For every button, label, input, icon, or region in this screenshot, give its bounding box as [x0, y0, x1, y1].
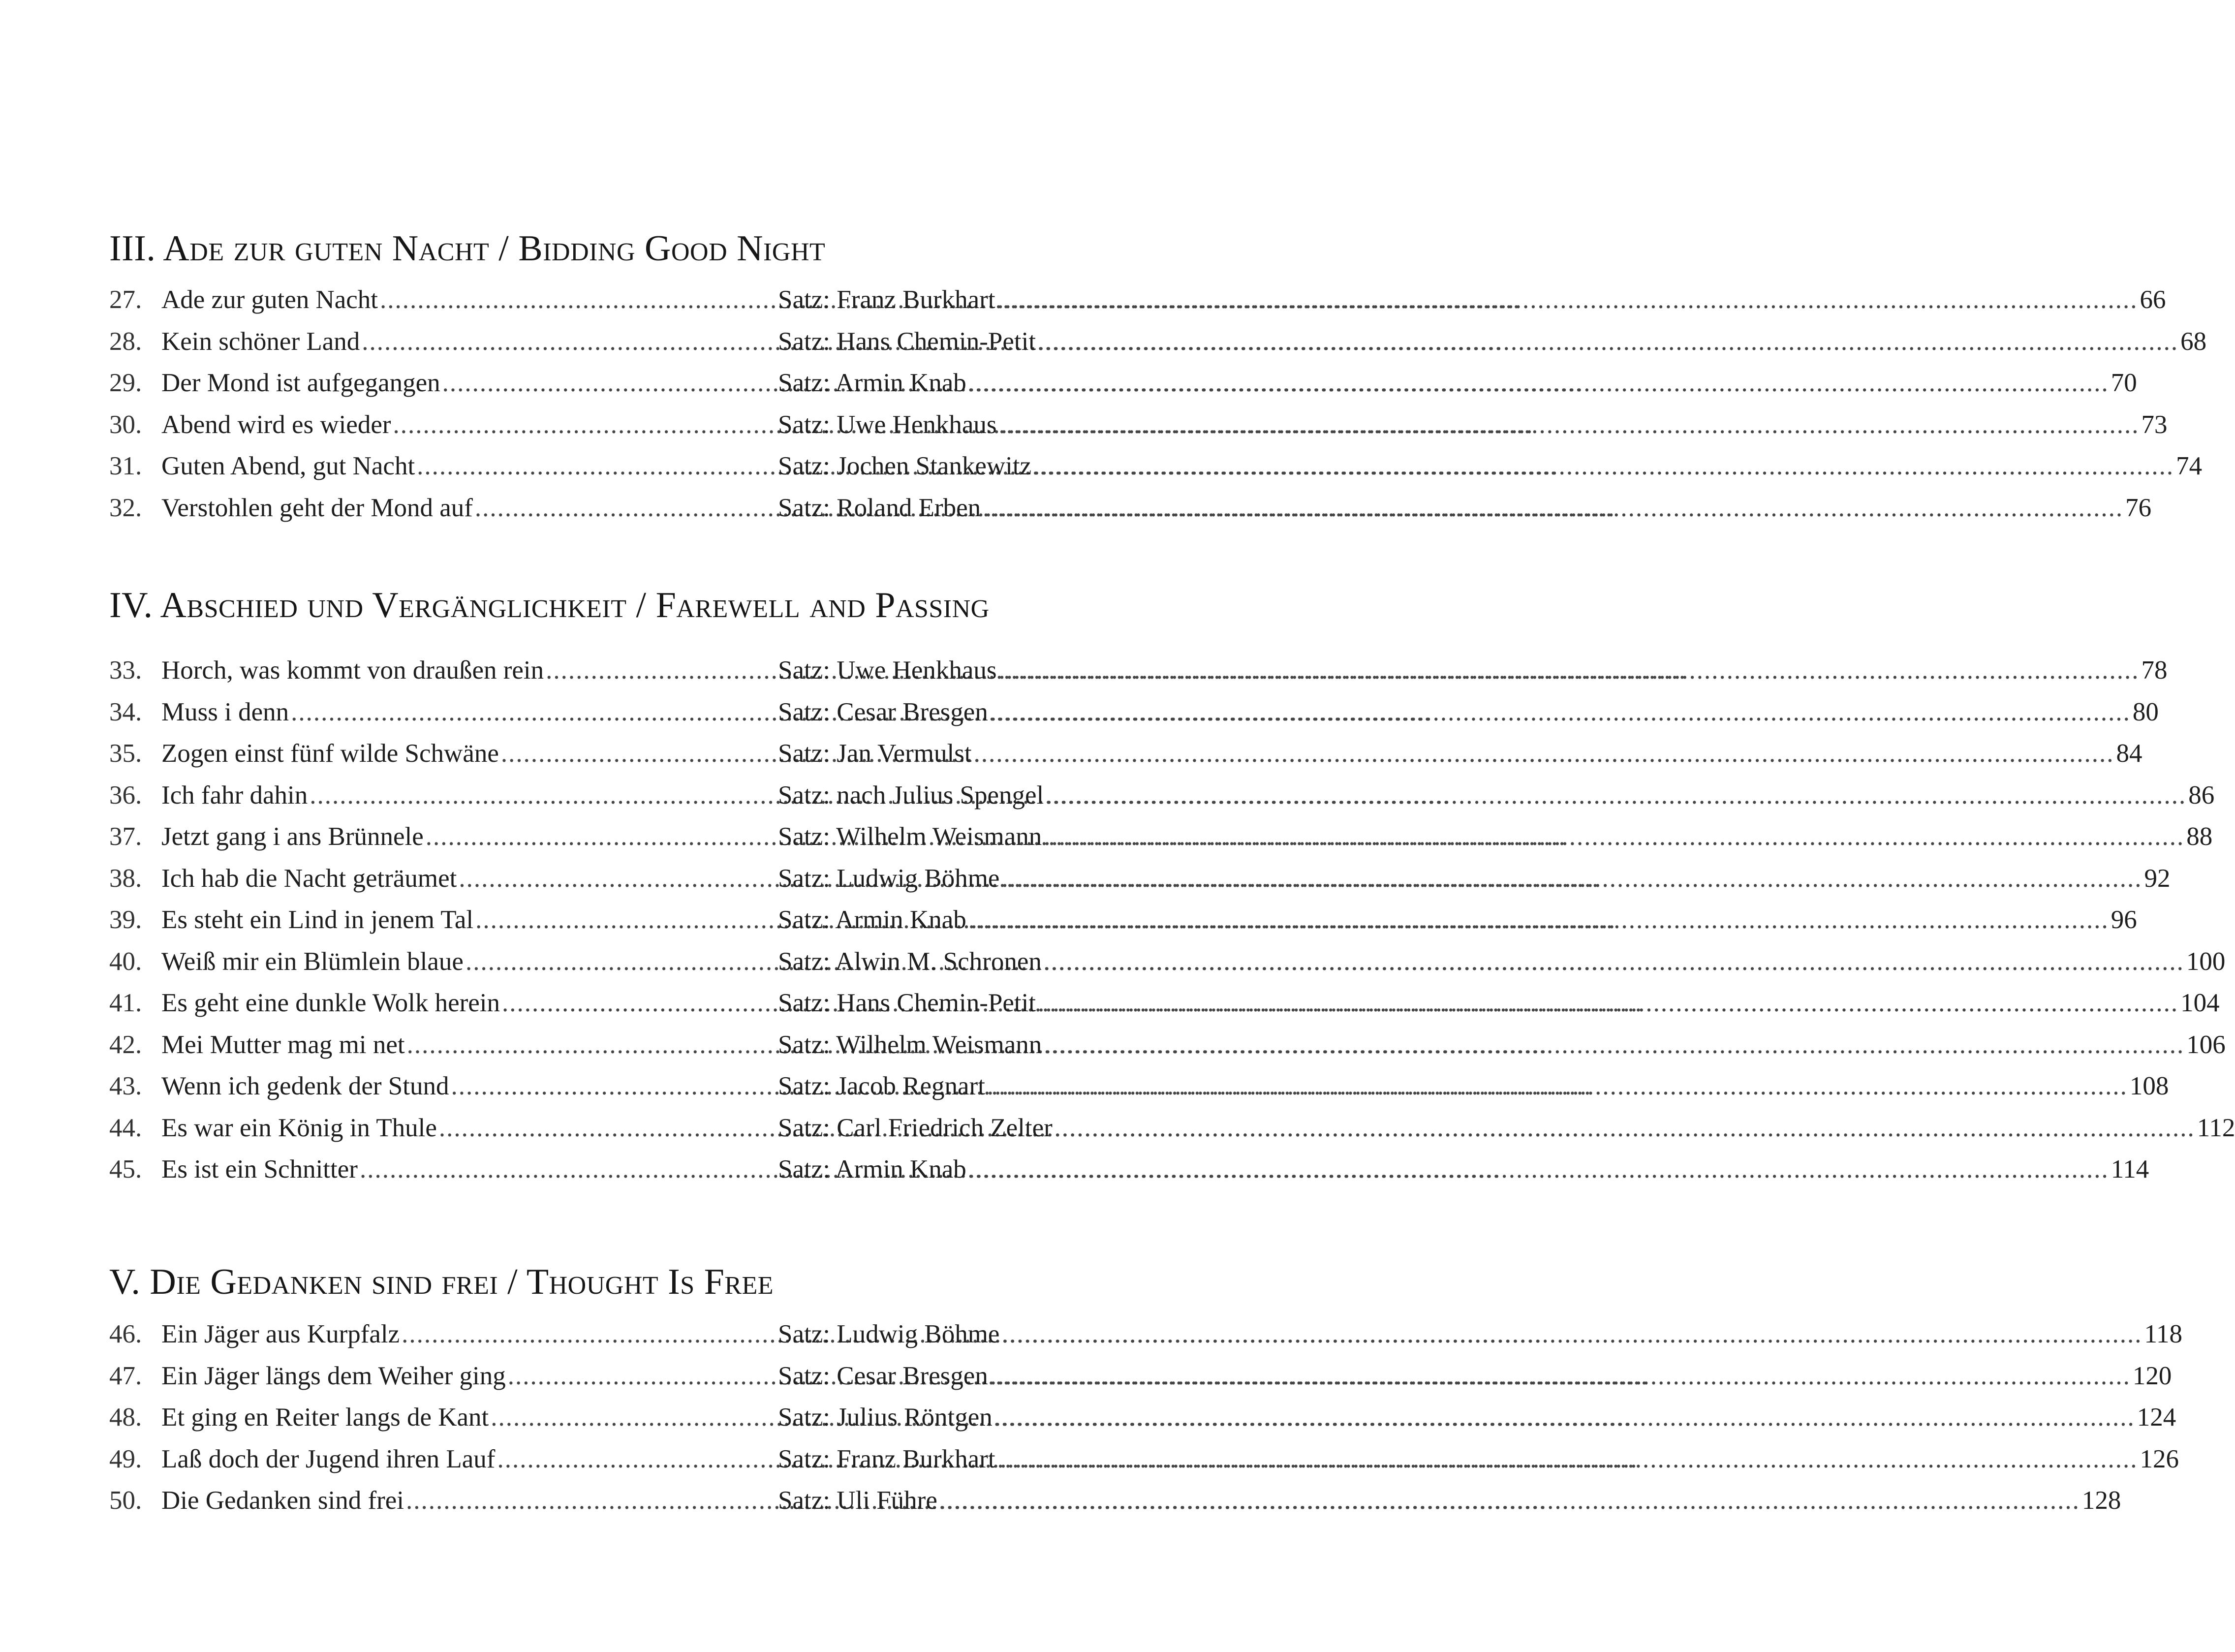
dot-leader: [997, 404, 2142, 446]
dot-leader: [424, 816, 778, 858]
entry-title: Muss i denn: [161, 697, 289, 726]
entry-number: 46.: [109, 1320, 142, 1348]
entry-arranger: Satz: Jacob Regnart: [778, 1072, 985, 1100]
entry-title-group: [161, 816, 778, 858]
entry-credit-group: [778, 1065, 2169, 1107]
entry-credit-group: [778, 1313, 2182, 1355]
entry-list: [109, 1313, 2182, 1522]
section-heading: III. Ade zur guten Nacht / Bidding Good Night: [109, 228, 826, 269]
entry-page-number: 120: [2132, 1361, 2172, 1390]
toc-entry: [109, 816, 2213, 858]
dot-leader: [995, 1438, 2140, 1480]
dot-leader: [966, 362, 2111, 404]
entry-number: 40.: [109, 947, 142, 976]
toc-section-iv: [109, 581, 2235, 1190]
entry-page-number: 108: [2129, 1072, 2169, 1100]
toc-entry: [109, 279, 2166, 321]
entry-page-number: 88: [2186, 822, 2213, 851]
dot-leader: [506, 1355, 778, 1397]
entry-title: Laß doch der Jugend ihren Lauf: [161, 1444, 496, 1473]
entry-credit-group: [778, 1107, 2235, 1149]
toc-entry: [109, 487, 2152, 529]
entry-arranger: Satz: Armin Knab: [778, 1155, 966, 1184]
entry-credit-group: [778, 487, 2151, 529]
toc-entry: [109, 1397, 2176, 1438]
entry-page-number: 74: [2176, 452, 2203, 480]
toc-entry: [109, 733, 2142, 775]
dot-leader: [972, 733, 2116, 775]
entry-arranger: Satz: Wilhelm Weismann: [778, 1030, 1042, 1059]
dot-leader: [937, 1480, 2082, 1522]
entry-arranger: Satz: Cesar Bresgen: [778, 697, 988, 726]
dot-leader: [1031, 445, 2176, 487]
toc-entry: [109, 1149, 2149, 1190]
entry-credit-group: [778, 1149, 2149, 1190]
dot-leader: [999, 1313, 2144, 1355]
entry-page-number: 126: [2140, 1444, 2179, 1473]
entry-title: Mei Mutter mag mi net: [161, 1030, 405, 1059]
toc-entry: [109, 445, 2203, 487]
dot-leader: [489, 1397, 778, 1438]
section-heading: IV. Abschied und Vergänglichkeit / Farewell and Passing: [109, 585, 990, 625]
dot-leader: [464, 941, 778, 983]
toc-section-iii: [109, 224, 2207, 529]
entry-title-group: [161, 941, 778, 983]
entry-arranger: Satz: Armin Knab: [778, 905, 966, 934]
entry-title: Es steht ein Lind in jenem Tal: [161, 905, 474, 934]
entry-arranger: Satz: Franz Burkhart: [778, 285, 995, 314]
entry-credit-group: [778, 279, 2166, 321]
entry-number: 48.: [109, 1403, 142, 1432]
entry-title: Abend wird es wieder: [161, 410, 391, 439]
dot-leader: [499, 733, 778, 775]
dot-leader: [1042, 1024, 2186, 1066]
dot-leader: [999, 858, 2144, 900]
toc-entry: [109, 941, 2226, 983]
dot-leader: [391, 404, 778, 446]
toc-entry: [109, 775, 2215, 816]
entry-number: 30.: [109, 410, 142, 439]
entry-page-number: 100: [2186, 947, 2226, 976]
entry-page-number: 96: [2111, 905, 2137, 934]
entry-page-number: 112: [2197, 1113, 2235, 1142]
dot-leader: [449, 1065, 778, 1107]
entry-number: 32.: [109, 493, 142, 522]
entry-arranger: Satz: Hans Chemin-Petit: [778, 989, 1036, 1017]
toc-entry: [109, 404, 2168, 446]
entry-credit-group: [778, 733, 2142, 775]
entry-credit-group: [778, 445, 2202, 487]
entry-credit-group: [778, 899, 2137, 941]
entry-arranger: Satz: Julius Röntgen: [778, 1403, 993, 1432]
entry-number: 45.: [109, 1155, 142, 1184]
entry-title: Horch, was kommt von draußen rein: [161, 656, 544, 685]
entry-number: 41.: [109, 989, 142, 1017]
dot-leader: [993, 1397, 2137, 1438]
dot-leader: [988, 691, 2133, 733]
entry-title-group: [161, 1438, 778, 1480]
entry-page-number: 73: [2141, 410, 2168, 439]
entry-page-number: 84: [2116, 739, 2142, 768]
entry-arranger: Satz: Jan Vermulst: [778, 739, 972, 768]
entry-number: 43.: [109, 1072, 142, 1100]
entry-number: 50.: [109, 1486, 142, 1515]
entry-page-number: 76: [2125, 493, 2152, 522]
dot-leader: [308, 775, 778, 816]
entry-title-group: [161, 1065, 778, 1107]
entry-title-group: [161, 775, 778, 816]
toc-entry: [109, 899, 2137, 941]
entry-title: Ade zur guten Nacht: [161, 285, 378, 314]
toc-entry: [109, 650, 2168, 691]
entry-title: Es geht eine dunkle Wolk herein: [161, 989, 500, 1017]
toc-entry: [109, 362, 2137, 404]
dot-leader: [289, 691, 778, 733]
entry-credit-group: [778, 691, 2159, 733]
dot-leader: [981, 487, 2125, 529]
dot-leader: [1036, 982, 2180, 1024]
dot-leader: [495, 1438, 778, 1480]
entry-title-group: [161, 899, 778, 941]
entry-number: 42.: [109, 1030, 142, 1059]
toc-entry: [109, 1024, 2226, 1066]
entry-number: 47.: [109, 1361, 142, 1390]
entry-page-number: 80: [2132, 697, 2159, 726]
entry-title-group: [161, 733, 778, 775]
entry-arranger: Satz: Uwe Henkhaus: [778, 410, 997, 439]
dot-leader: [500, 982, 778, 1024]
entry-arranger: Satz: Carl Friedrich Zelter: [778, 1113, 1053, 1142]
entry-number: 35.: [109, 739, 142, 768]
entry-page-number: 104: [2180, 989, 2220, 1017]
entry-credit-group: [778, 1480, 2121, 1522]
entry-credit-group: [778, 362, 2137, 404]
dot-leader: [544, 650, 778, 691]
entry-title-group: [161, 1313, 778, 1355]
entry-title: Zogen einst fünf wilde Schwäne: [161, 739, 499, 768]
entry-title: Jetzt gang i ans Brünnele: [161, 822, 424, 851]
toc-entry: [109, 1480, 2121, 1522]
toc-entry: [109, 321, 2207, 363]
entry-page-number: 68: [2180, 327, 2207, 356]
dot-leader: [415, 445, 778, 487]
entry-title: Verstohlen geht der Mond auf: [161, 493, 473, 522]
entry-list: [109, 279, 2207, 529]
entry-arranger: Satz: Uwe Henkhaus: [778, 656, 997, 685]
entry-credit-group: [778, 858, 2170, 900]
entry-title: Ich hab die Nacht geträumet: [161, 864, 457, 893]
entry-page-number: 70: [2111, 369, 2137, 397]
toc-entry: [109, 1355, 2172, 1397]
entry-page-number: 128: [2081, 1486, 2121, 1515]
entry-arranger: Satz: nach Julius Spengel: [778, 780, 1044, 810]
entry-title-group: [161, 487, 778, 529]
entry-title-group: [161, 982, 778, 1024]
entry-credit-group: [778, 1024, 2226, 1066]
entry-arranger: Satz: Hans Chemin-Petit: [778, 327, 1036, 356]
entry-credit-group: [778, 816, 2212, 858]
dot-leader: [966, 899, 2111, 941]
entry-page-number: 86: [2188, 780, 2215, 810]
entry-title-group: [161, 321, 778, 363]
entry-title: Es ist ein Schnitter: [161, 1155, 358, 1184]
entry-credit-group: [778, 1355, 2172, 1397]
entry-number: 28.: [109, 327, 142, 356]
dot-leader: [404, 1480, 778, 1522]
entry-arranger: Satz: Ludwig Böhme: [778, 864, 1000, 893]
dot-leader: [966, 1149, 2111, 1190]
entry-number: 27.: [109, 285, 142, 314]
entry-title: Es war ein König in Thule: [161, 1113, 437, 1142]
entry-number: 39.: [109, 905, 142, 934]
dot-leader: [440, 362, 778, 404]
entry-arranger: Satz: Roland Erben: [778, 493, 981, 522]
entry-number: 37.: [109, 822, 142, 851]
entry-credit-group: [778, 404, 2168, 446]
entry-title-group: [161, 1107, 778, 1149]
entry-title: Kein schöner Land: [161, 327, 360, 356]
entry-title: Die Gedanken sind frei: [161, 1486, 404, 1515]
entry-title-group: [161, 1397, 778, 1438]
entry-page-number: 106: [2186, 1030, 2226, 1059]
entry-title: Weiß mir ein Blümlein blaue: [161, 947, 464, 976]
entry-page-number: 78: [2141, 656, 2168, 685]
entry-arranger: Satz: Wilhelm Weismann: [778, 822, 1042, 851]
entry-title-group: [161, 279, 778, 321]
entry-title: Ein Jäger längs dem Weiher ging: [161, 1361, 506, 1390]
entry-title-group: [161, 858, 778, 900]
dot-leader: [988, 1355, 2133, 1397]
entry-credit-group: [778, 982, 2220, 1024]
entry-arranger: Satz: Ludwig Böhme: [778, 1320, 1000, 1348]
dot-leader: [1042, 941, 2186, 983]
entry-credit-group: [778, 1397, 2176, 1438]
dot-leader: [997, 650, 2142, 691]
section-heading: V. Die Gedanken sind frei / Thought Is Free: [109, 1262, 774, 1302]
dot-leader: [995, 279, 2140, 321]
dot-leader: [400, 1313, 778, 1355]
entry-title-group: [161, 691, 778, 733]
entry-arranger: Satz: Franz Burkhart: [778, 1444, 995, 1473]
entry-title-group: [161, 650, 778, 691]
entry-page-number: 114: [2111, 1155, 2149, 1184]
toc-entry: [109, 691, 2159, 733]
entry-title: Ich fahr dahin: [161, 780, 308, 810]
toc-entry: [109, 982, 2220, 1024]
dot-leader: [1053, 1107, 2197, 1149]
entry-title: Wenn ich gedenk der Stund: [161, 1072, 449, 1100]
dot-leader: [378, 279, 778, 321]
dot-leader: [985, 1065, 2130, 1107]
entry-title: Guten Abend, gut Nacht: [161, 452, 415, 480]
entry-arranger: Satz: Uli Führe: [778, 1486, 937, 1515]
toc-entry: [109, 1313, 2182, 1355]
dot-leader: [473, 487, 778, 529]
entry-number: 36.: [109, 780, 142, 810]
entry-arranger: Satz: Alwin M. Schronen: [778, 947, 1042, 976]
entry-arranger: Satz: Armin Knab: [778, 369, 966, 397]
entry-number: 29.: [109, 369, 142, 397]
entry-credit-group: [778, 1438, 2179, 1480]
entry-page-number: 124: [2137, 1403, 2176, 1432]
dot-leader: [405, 1024, 778, 1066]
entry-number: 31.: [109, 452, 142, 480]
dot-leader: [437, 1107, 778, 1149]
entry-title-group: [161, 445, 778, 487]
entry-page-number: 118: [2144, 1320, 2182, 1348]
entry-list: [109, 650, 2235, 1190]
dot-leader: [1044, 775, 2188, 816]
entry-number: 33.: [109, 656, 142, 685]
entry-credit-group: [778, 775, 2214, 816]
entry-page-number: 66: [2140, 285, 2166, 314]
entry-credit-group: [778, 941, 2225, 983]
dot-leader: [358, 1149, 778, 1190]
entry-title-group: [161, 1149, 778, 1190]
toc-entry: [109, 1438, 2179, 1480]
entry-number: 49.: [109, 1444, 142, 1473]
entry-number: 44.: [109, 1113, 142, 1142]
entry-title-group: [161, 1355, 778, 1397]
dot-leader: [457, 858, 778, 900]
entry-title-group: [161, 404, 778, 446]
entry-title: Et ging en Reiter langs de Kant: [161, 1403, 489, 1432]
entry-title-group: [161, 362, 778, 404]
entry-credit-group: [778, 321, 2206, 363]
entry-arranger: Satz: Cesar Bresgen: [778, 1361, 988, 1390]
entry-number: 34.: [109, 697, 142, 726]
toc-section-v: [109, 1257, 2182, 1522]
entry-title-group: [161, 1480, 778, 1522]
entry-credit-group: [778, 650, 2168, 691]
entry-page-number: 92: [2144, 864, 2171, 893]
entry-title: Ein Jäger aus Kurpfalz: [161, 1320, 400, 1348]
dot-leader: [1042, 816, 2186, 858]
entry-title-group: [161, 1024, 778, 1066]
entry-title: Der Mond ist aufgegangen: [161, 369, 440, 397]
toc-entry: [109, 858, 2171, 900]
toc-entry: [109, 1065, 2169, 1107]
entry-arranger: Satz: Jochen Stankewitz: [778, 452, 1032, 480]
entry-number: 38.: [109, 864, 142, 893]
dot-leader: [1036, 321, 2180, 363]
dot-leader: [360, 321, 778, 363]
toc-entry: [109, 1107, 2235, 1149]
dot-leader: [473, 899, 778, 941]
